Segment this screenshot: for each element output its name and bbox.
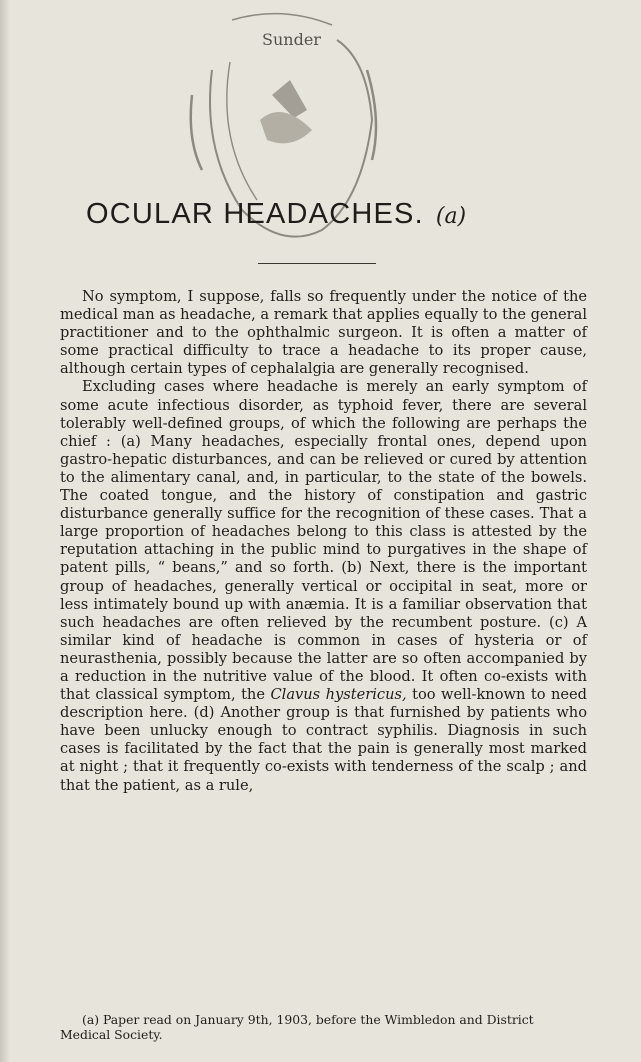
title-row (86, 198, 526, 240)
paragraph-2 (60, 378, 587, 794)
paragraph-2-intro: Excluding cases where headache is merely an early symptom of some acute infectious disorder, as typhoid fever, there are several tolerably well-defined groups, of which the following are perhaps the chief : (a) Many headaches, especially frontal ones, depend upon gastro-hepatic disturbances, and can be relieved or cured by attention to the alimentary canal, and, in particular, to the state of the bowels. The coated tongue, and the history of constipation and gastric disturbance generally suffice for the recognition of these cases. That a large proportion of headaches belong to this class is attested by the reputation attaching in the public mind to purgatives in the shape of patent pills, “ beans,” and so forth. (b) Next, there is the important group of headaches, generally vertical or occipital in seat, more or less intimately bound up with anæmia. It is a familiar observation that such headaches are often relieved by the recumbent posture. (c) A similar kind of headache is common in cases of hysteria or of neurasthenia, possibly because the latter are so often accompanied by a reduction in the nutritive value of the blood. It often co-exists with that classical symptom, the (60, 378, 587, 704)
footnote (60, 1012, 587, 1042)
paragraph-2-italic: Clavus hystericus, (270, 686, 407, 704)
footnote-marker: (a) (435, 204, 467, 229)
footnote-text: (a) Paper read on January 9th, 1903, before the Wimbledon and District Medical Society. (60, 1012, 534, 1042)
page-edge-shadow (0, 0, 10, 1062)
stamp-text: Sunder (262, 30, 321, 49)
article-body (60, 288, 587, 795)
page-title: OCULAR HEADACHES. (86, 198, 424, 230)
title-rule (258, 263, 376, 264)
paragraph-2-rest: too well-known to need description here. (d) Another group is that furnished by patients who have been unlucky enough to contract syphilis. Diagnosis in such cases is facilitated by the fact that the pain is generally most marked at night ; that it frequently co-exists with tenderness of the scalp ; and that the patient, as a rule, (60, 686, 588, 794)
paragraph-1: No symptom, I suppose, falls so frequently under the notice of the medical man as headache, a remark that applies equally to the general practitioner and to the ophthalmic surgeon. It is often a matter of some practical difficulty to trace a headache to its proper cause, although certain types of cephalalgia are generally recognised. (60, 288, 587, 378)
